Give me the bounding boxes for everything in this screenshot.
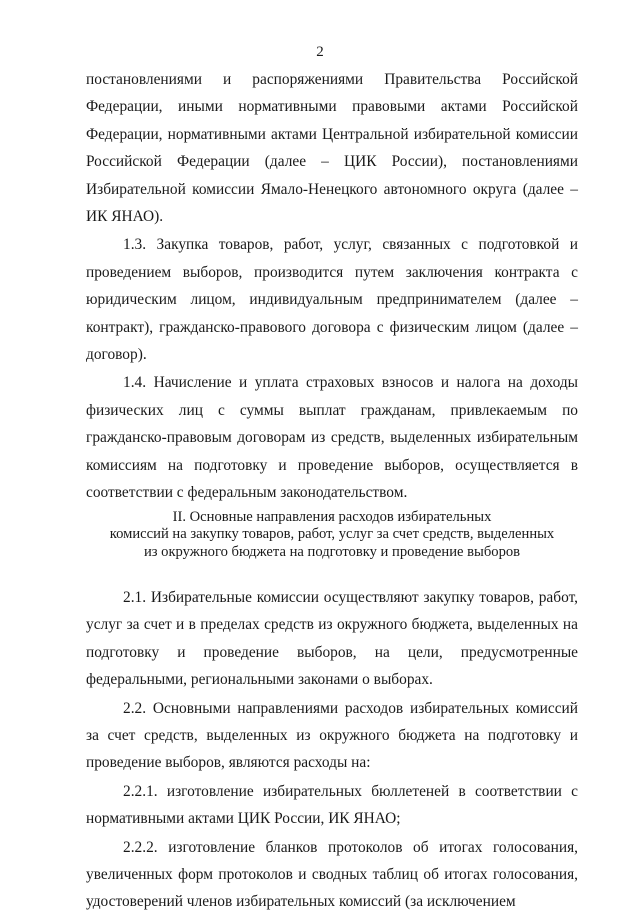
paragraph-1-3: 1.3. Закупка товаров, работ, услуг, связанных с подготовкой и проведением выборов, производится путем заключения контракта с юридическим лицом, индивидуальным предпринимателем (далее – контракт), гражданско-правового договора с физическим лицом (далее – договор). <box>86 236 578 364</box>
document-body <box>86 66 578 916</box>
section-heading-line3: из окружного бюджета на подготовку и проведение выборов <box>143 544 521 561</box>
paragraph-continuation: постановлениями и распоряжениями Правительства Российской Федерации, иными нормативными правовыми актами Российской Федерации, нормативными актами Центральной избирательной комиссии Российской Федерации (далее – ЦИК России), постановлениями Избирательной комиссии Ямало-Ненецкого автономного округа (далее – ИК ЯНАО). <box>86 71 578 226</box>
section-heading-line2: комиссий на закупку товаров, работ, услуг за счет средств, выделенных <box>109 526 555 543</box>
page-number: 2 <box>316 44 324 60</box>
section-heading-line1: II. Основные направления расходов избирательных <box>172 508 492 525</box>
section-heading <box>86 509 578 562</box>
paragraph-1-4: 1.4. Начисление и уплата страховых взносов и налога на доходы физических лиц с суммы выплат гражданам, привлекаемым по гражданско-правовым договорам из средств, выделенных избирательным комиссиям на подготовку и проведение выборов, осуществляется в соответствии с федеральным законодательством. <box>86 374 578 502</box>
paragraph-2-2-2: 2.2.2. изготовление бланков протоколов об итогах голосования, увеличенных форм протоколов и сводных таблиц об итогах голосования, удостоверений членов избирательных комиссий (за исключением <box>86 838 578 911</box>
paragraph-2-2: 2.2. Основными направлениями расходов избирательных комиссий за счет средств, выделенных из окружного бюджета на подготовку и проведение выборов, являются расходы на: <box>86 699 578 772</box>
paragraph-2-1: 2.1. Избирательные комиссии осуществляют закупку товаров, работ, услуг за счет и в пределах средств из окружного бюджета, выделенных на подготовку и проведение выборов, на цели, предусмотренные федеральными, региональными законами о выборах. <box>86 588 578 689</box>
paragraph-2-2-1: 2.2.1. изготовление избирательных бюллетеней в соответствии с нормативными актами ЦИК России, ИК ЯНАО; <box>86 782 578 828</box>
